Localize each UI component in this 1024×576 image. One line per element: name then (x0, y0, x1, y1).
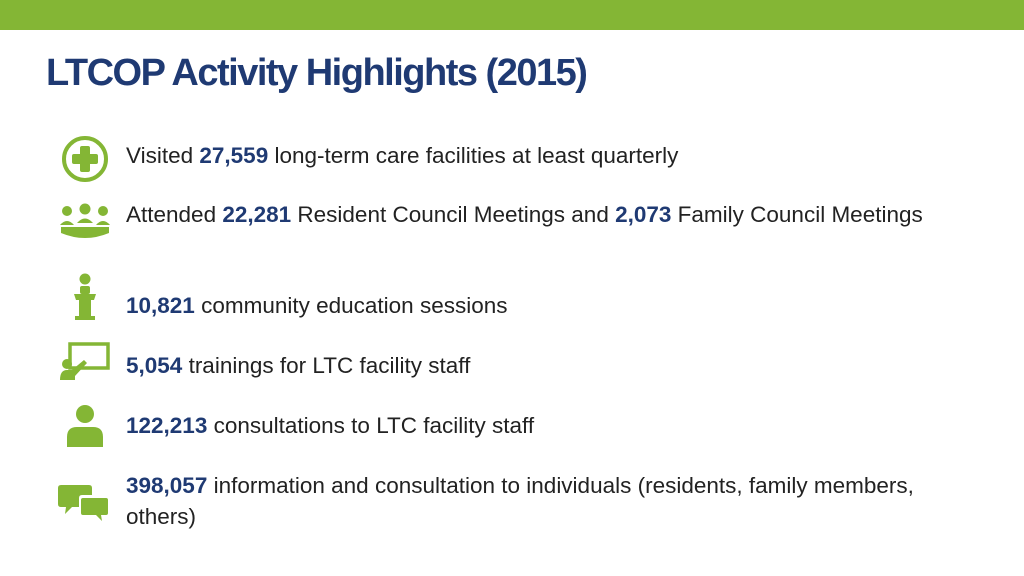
highlight-number: 122,213 (126, 413, 208, 438)
highlight-number: 27,559 (199, 143, 269, 168)
plus-circle-icon (58, 132, 112, 186)
highlight-number: 5,054 (126, 353, 183, 378)
highlight-text: Attended 22,281 Resident Council Meetings and 2,073 Family Council Meetings (126, 202, 923, 227)
highlight-text: 5,054 trainings for LTC facility staff (126, 353, 471, 378)
speech-bubbles-icon (58, 476, 112, 530)
highlight-number: 22,281 (222, 202, 292, 227)
top-accent-band (0, 0, 1024, 30)
podium-speaker-icon (58, 270, 112, 324)
highlight-text: 122,213 consultations to LTC facility staff (126, 413, 535, 438)
highlight-text: 10,821 community education sessions (126, 293, 508, 318)
meeting-group-icon (58, 196, 112, 250)
person-icon (58, 398, 112, 452)
highlight-number: 398,057 (126, 473, 208, 498)
highlight-number-secondary: 2,073 (615, 202, 672, 227)
presentation-board-icon (58, 334, 112, 388)
highlight-text: 398,057 information and consultation to individuals (residents, family members, others) (126, 473, 914, 529)
highlight-text: Visited 27,559 long-term care facilities at least quarterly (126, 143, 679, 168)
highlight-number: 10,821 (126, 293, 195, 318)
slide-title: LTCOP Activity Highlights (2015) (46, 52, 587, 94)
